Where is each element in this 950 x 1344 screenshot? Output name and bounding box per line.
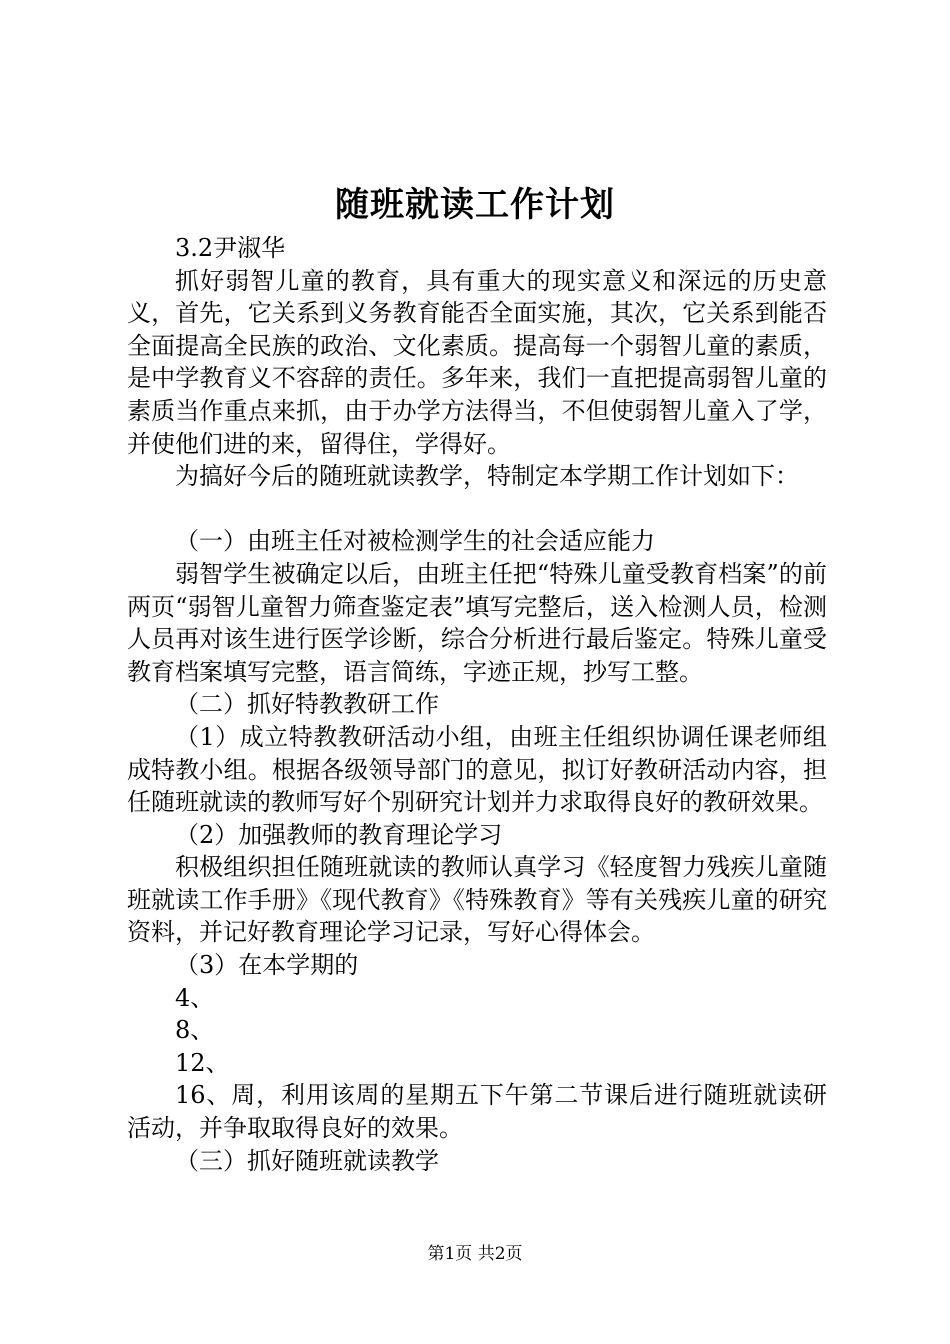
item-1-paragraph: （1）成立特教教研活动小组，由班主任组织协调任课老师组成特教小组。根据各级领导部门的意见，拟订好教研活动内容，担任随班就读的教师写好个别研究计划并力求取得良好的教研效果。: [127, 722, 827, 817]
document-title: 随班就读工作计划: [335, 185, 615, 225]
item-2-heading: （2）加强教师的教育理论学习: [175, 820, 503, 849]
item-2-paragraph: 积极组织担任随班就读的教师认真学习《轻度智力残疾儿童随班就读工作手册》《现代教育》《特殊教育》等有关残疾儿童的研究资料，并记好教育理论学习记录，写好心得体会。: [127, 853, 827, 947]
section-heading-3: （三）抓好随班就读教学: [175, 1146, 439, 1175]
page-number-footer: 第1页 共2页: [427, 1244, 523, 1264]
document-body: [127, 232, 827, 1177]
week-line-12: 12、: [175, 1048, 230, 1077]
blank-line: [127, 493, 827, 526]
item-3-heading: （3）在本学期的: [175, 951, 359, 980]
plan-intro-paragraph: 为搞好今后的随班就读教学，特制定本学期工作计划如下：: [175, 462, 799, 491]
intro-paragraph: 抓好弱智儿童的教育，具有重大的现实意义和深远的历史意义，首先，它关系到义务教育能否全面实施，其次，它关系到能否全面提高全民族的政治、文化素质。提高每一个弱智儿童的素质，是中学教育义不容辞的责任。多年来，我们一直把提高弱智儿童的素质当作重点来抓，由于办学方法得当，不但使弱智儿童入了学，并使他们进的来，留得住，学得好。: [127, 266, 827, 458]
section-1-paragraph: 弱智学生被确定以后，由班主任把“特殊儿童受教育档案”的前两页“弱智儿童智力筛查鉴定表”填写完整后，送入检测人员，检测人员再对该生进行医学诊断，综合分析进行最后鉴定。特殊儿童受教育档案填写完整，语言简练，字迹正规，抄写工整。: [127, 559, 827, 686]
week-line-8: 8、: [175, 1016, 215, 1045]
section-heading-2: （二）抓好特教教研工作: [175, 690, 439, 719]
author-line: 3.2尹淑华: [175, 234, 286, 262]
week-line-4: 4、: [175, 983, 215, 1012]
section-heading-1: （一）由班主任对被检测学生的社会适应能力: [175, 527, 655, 556]
week-line-16-paragraph: 16、周，利用该周的星期五下午第二节课后进行随班就读研活动，并争取取得良好的效果。: [127, 1081, 827, 1143]
